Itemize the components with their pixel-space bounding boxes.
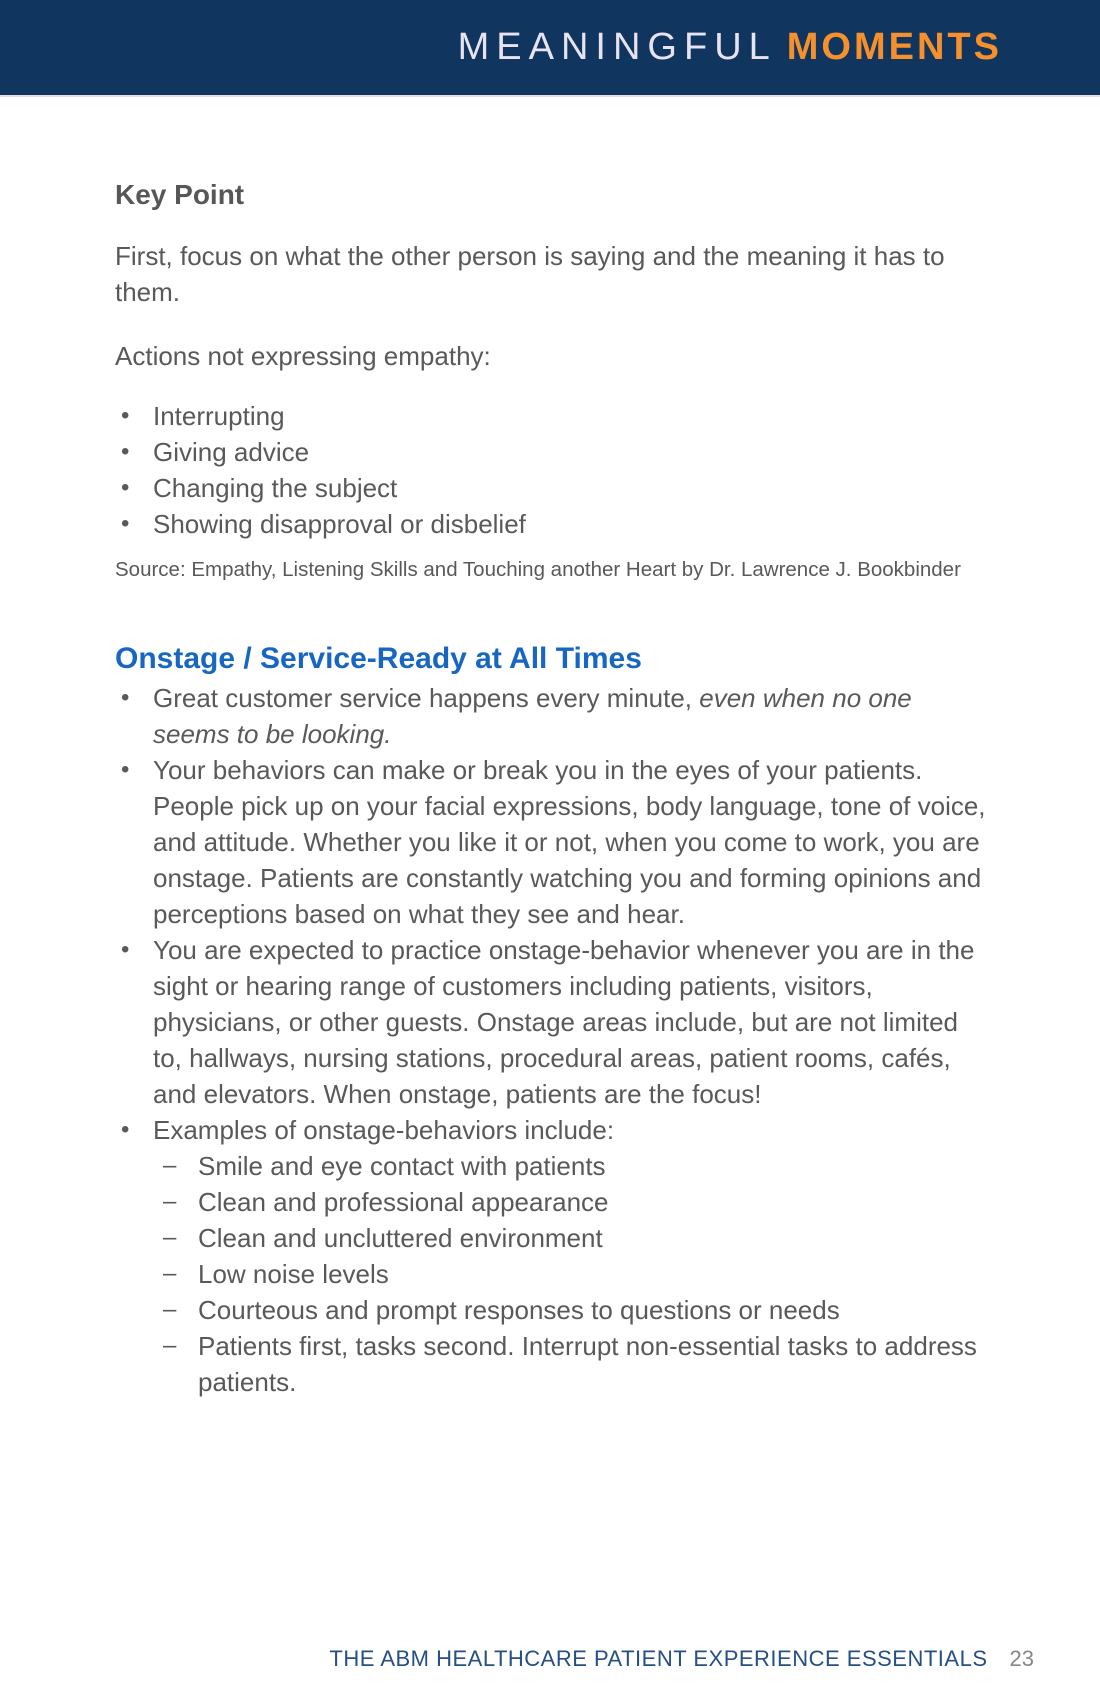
sub-bullet-text: Clean and uncluttered environment bbox=[198, 1223, 603, 1253]
list-item bbox=[153, 1256, 990, 1292]
list-item bbox=[115, 506, 990, 542]
bullet-icon: • bbox=[121, 684, 130, 711]
list-item bbox=[115, 470, 990, 506]
bullet-text: Changing the subject bbox=[153, 473, 398, 503]
page-title-light: MEANINGFUL bbox=[457, 26, 777, 68]
bullet-text-label: Examples of onstage-behaviors include: bbox=[153, 1115, 615, 1145]
list-item bbox=[153, 1292, 990, 1328]
list-item bbox=[153, 1184, 990, 1220]
bullet-text-italic: even when no one seems to be looking. bbox=[153, 683, 912, 749]
bullet-icon: • bbox=[121, 936, 130, 963]
dash-icon: – bbox=[163, 1152, 177, 1179]
source-line: Source: Empathy, Listening Skills and Touching another Heart by Dr. Lawrence J. Bookbinder bbox=[115, 558, 961, 581]
sub-bullet-text: Clean and professional appearance bbox=[198, 1187, 609, 1217]
sub-bullet-text: Courteous and prompt responses to questions or needs bbox=[198, 1295, 840, 1325]
onstage-sub-bullet-list bbox=[153, 1148, 990, 1400]
page-footer bbox=[329, 1646, 1034, 1672]
bullet-icon: • bbox=[121, 756, 130, 783]
bullet-text: You are expected to practice onstage-behavior whenever you are in the sight or hearing range of customers including patients, visitors, physicians, or other guests. Onstage areas include, but are not limited to, hallways, nursing stations, procedural areas, patient rooms, cafés, and elevators. When onstage, patients are the focus! bbox=[153, 935, 975, 1109]
onstage-heading: Onstage / Service-Ready at All Times bbox=[115, 642, 642, 675]
bullet-icon: • bbox=[121, 510, 130, 537]
page-number: 23 bbox=[1009, 1646, 1034, 1671]
bullet-text: Giving advice bbox=[153, 437, 310, 467]
dash-icon: – bbox=[163, 1260, 177, 1287]
key-point-subheading: Actions not expressing empathy: bbox=[115, 341, 491, 371]
bullet-text: Showing disapproval or disbelief bbox=[153, 509, 526, 539]
bullet-text bbox=[153, 1112, 990, 1400]
page-header bbox=[0, 0, 1100, 97]
bullet-icon: • bbox=[121, 1116, 130, 1143]
list-item bbox=[115, 680, 990, 752]
empathy-bullet-list bbox=[115, 398, 990, 542]
bullet-icon: • bbox=[121, 438, 130, 465]
list-item bbox=[115, 398, 990, 434]
key-point-intro: First, focus on what the other person is saying and the meaning it has to them. bbox=[115, 241, 945, 307]
sub-bullet-text: Patients first, tasks second. Interrupt non-essential tasks to address patients. bbox=[198, 1331, 977, 1397]
bullet-text bbox=[153, 680, 990, 752]
list-item bbox=[153, 1148, 990, 1184]
list-item bbox=[115, 434, 990, 470]
dash-icon: – bbox=[163, 1296, 177, 1323]
page-title bbox=[458, 26, 1002, 69]
bullet-text: Your behaviors can make or break you in the eyes of your patients. People pick up on your facial expressions, body language, tone of voice, and attitude. Whether you like it or not, when you come to work, you are onstage. Patients are constantly watching you and forming opinions and perceptions based on what they see and hear. bbox=[153, 755, 986, 929]
bullet-icon: • bbox=[121, 402, 130, 429]
key-point-heading: Key Point bbox=[115, 179, 245, 210]
page-content bbox=[0, 97, 1100, 1400]
bullet-text-normal: Great customer service happens every minute, bbox=[153, 683, 700, 713]
sub-bullet-text: Low noise levels bbox=[198, 1259, 389, 1289]
bullet-icon: • bbox=[121, 474, 130, 501]
dash-icon: – bbox=[163, 1224, 177, 1251]
list-item bbox=[115, 932, 990, 1112]
footer-title: THE ABM HEALTHCARE PATIENT EXPERIENCE ESSENTIALS bbox=[329, 1646, 988, 1671]
sub-bullet-text: Smile and eye contact with patients bbox=[198, 1151, 606, 1181]
list-item bbox=[115, 752, 990, 932]
dash-icon: – bbox=[163, 1188, 177, 1215]
dash-icon: – bbox=[163, 1332, 177, 1359]
onstage-bullet-list bbox=[115, 680, 990, 1400]
list-item bbox=[115, 1112, 990, 1400]
list-item bbox=[153, 1220, 990, 1256]
bullet-text: Interrupting bbox=[153, 401, 285, 431]
list-item bbox=[153, 1328, 990, 1400]
page-title-bold: MOMENTS bbox=[786, 26, 1002, 68]
